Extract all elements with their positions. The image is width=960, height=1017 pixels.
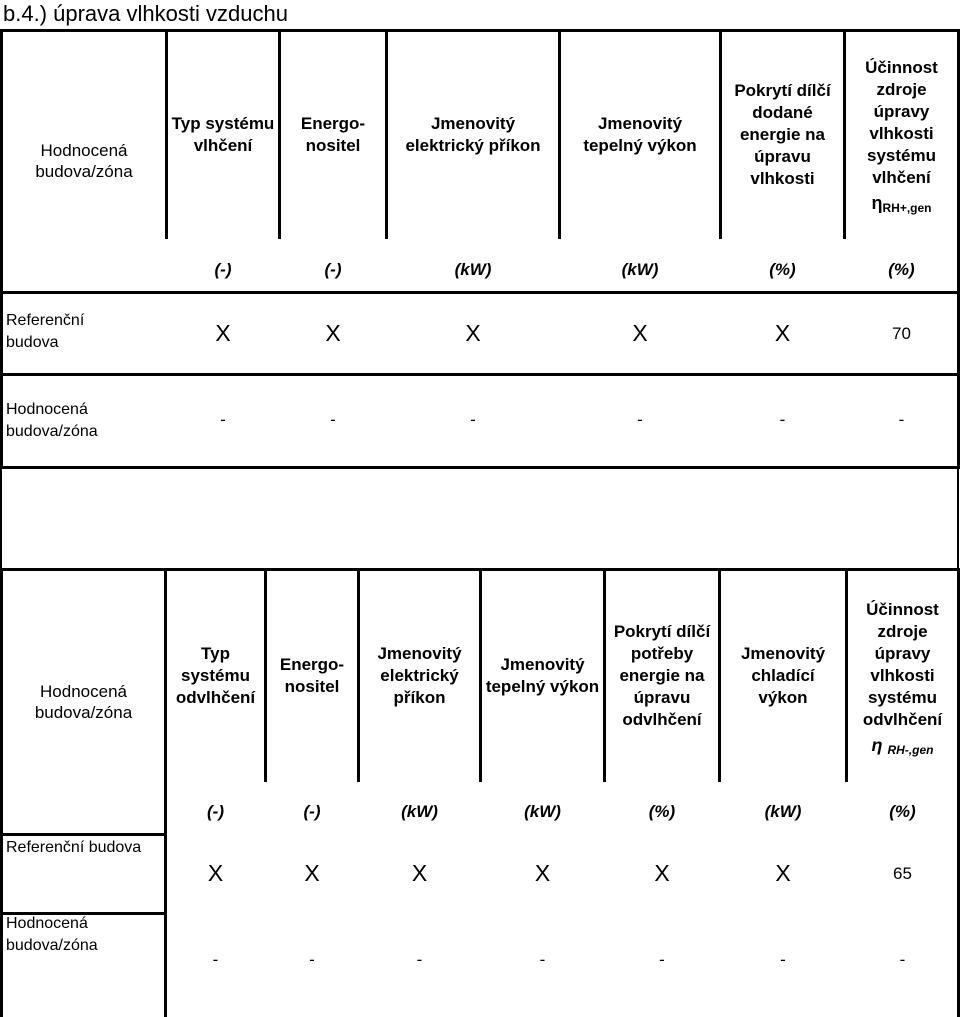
- header-energy-coverage: Pokrytí dílčí dodané energie na úpravu vlhkosti: [734, 80, 831, 188]
- eta-symbol: [871, 735, 933, 757]
- table-border: [0, 291, 960, 294]
- value-cell: -: [220, 410, 226, 429]
- value-cell: -: [470, 410, 476, 429]
- gap-border: [957, 466, 959, 571]
- value-cell: -: [416, 950, 423, 969]
- eta-char: η: [871, 735, 883, 755]
- row-label-reference: Referenční budova: [6, 312, 85, 351]
- value-cell: X: [304, 860, 320, 886]
- row-label-evaluated: Hodnocená budova/zóna: [6, 915, 98, 954]
- header-efficiency: [848, 588, 957, 768]
- header-evaluated-building: Hodnocená budova/zóna: [35, 141, 133, 181]
- value-cell: -: [539, 950, 546, 969]
- header-evaluated-building: Hodnocená budova/zóna: [34, 682, 133, 722]
- unit-cell: (-): [214, 260, 232, 279]
- unit-cell: (kW): [621, 260, 659, 279]
- eta-subscript: RH+,gen: [882, 201, 932, 215]
- eta-char: η: [871, 193, 883, 213]
- table-border: [0, 466, 960, 469]
- value-cell: -: [779, 410, 786, 429]
- value-cell: X: [774, 320, 791, 346]
- unit-cell: (-): [324, 260, 342, 279]
- header-electric-input: Jmenovitý elektrický příkon: [377, 644, 462, 707]
- header-energy-carrier: Energo-nositel: [279, 655, 345, 696]
- gap-border: [0, 466, 2, 571]
- value-cell: X: [411, 860, 428, 886]
- header-heat-output: Jmenovitý tepelný výkon: [583, 113, 697, 155]
- unit-cell: (%): [888, 260, 915, 279]
- unit-cell: (%): [889, 802, 916, 821]
- unit-cell: (kW): [764, 802, 802, 821]
- header-system-type: Typ systému vlhčení: [171, 113, 275, 155]
- value-cell: -: [330, 410, 336, 429]
- header-efficiency-label: Účinnost zdroje úpravy vlhkosti systému odvlhčení: [862, 600, 943, 729]
- value-cell: X: [207, 860, 224, 886]
- header-energy-carrier: Energo-nositel: [300, 113, 366, 155]
- value-cell: X: [534, 860, 551, 886]
- header-system-type: Typ systému odvlhčení: [175, 644, 256, 707]
- value-cell: -: [212, 950, 219, 969]
- value-cell: -: [309, 950, 315, 969]
- header-efficiency-label: Účinnost zdroje úpravy vlhkosti systému vlhčení: [865, 58, 938, 187]
- unit-cell: (-): [303, 802, 321, 821]
- value-cell: X: [325, 320, 341, 346]
- eta-symbol: [871, 193, 931, 215]
- header-cooling-output: Jmenovitý chladící výkon: [740, 644, 826, 707]
- eta-subscript: RH-,gen: [887, 743, 934, 757]
- page-title: b.4.) úprava vlhkosti vzduchu: [3, 1, 288, 26]
- value-cell: X: [775, 860, 791, 886]
- header-energy-coverage: Pokrytí dílčí potřeby energie na úpravu odvlhčení: [613, 622, 711, 729]
- unit-cell: (-): [207, 802, 224, 821]
- value-cell: X: [215, 320, 231, 346]
- unit-cell: (%): [769, 260, 796, 279]
- unit-cell: (%): [648, 802, 676, 821]
- unit-cell: (kW): [401, 802, 438, 821]
- row-label-evaluated: Hodnocená budova/zóna: [6, 401, 98, 440]
- value-cell: -: [899, 950, 906, 969]
- header-electric-input: Jmenovitý elektrický příkon: [405, 113, 541, 155]
- table-border: [0, 373, 960, 376]
- value-cell: X: [654, 860, 670, 886]
- row-label-reference: Referenční budova: [6, 839, 142, 856]
- value-cell: -: [780, 950, 786, 969]
- header-efficiency: [846, 36, 957, 236]
- header-heat-output: Jmenovitý tepelný výkon: [485, 655, 600, 696]
- value-cell: -: [659, 950, 665, 969]
- unit-cell: (kW): [454, 260, 492, 279]
- value-cell: -: [898, 410, 905, 429]
- value-cell: 70: [892, 324, 911, 343]
- value-cell: X: [465, 320, 481, 346]
- value-cell: 65: [893, 864, 912, 883]
- unit-cell: (kW): [524, 802, 561, 821]
- value-cell: -: [637, 410, 643, 429]
- table-border: [0, 833, 167, 836]
- value-cell: X: [632, 320, 648, 346]
